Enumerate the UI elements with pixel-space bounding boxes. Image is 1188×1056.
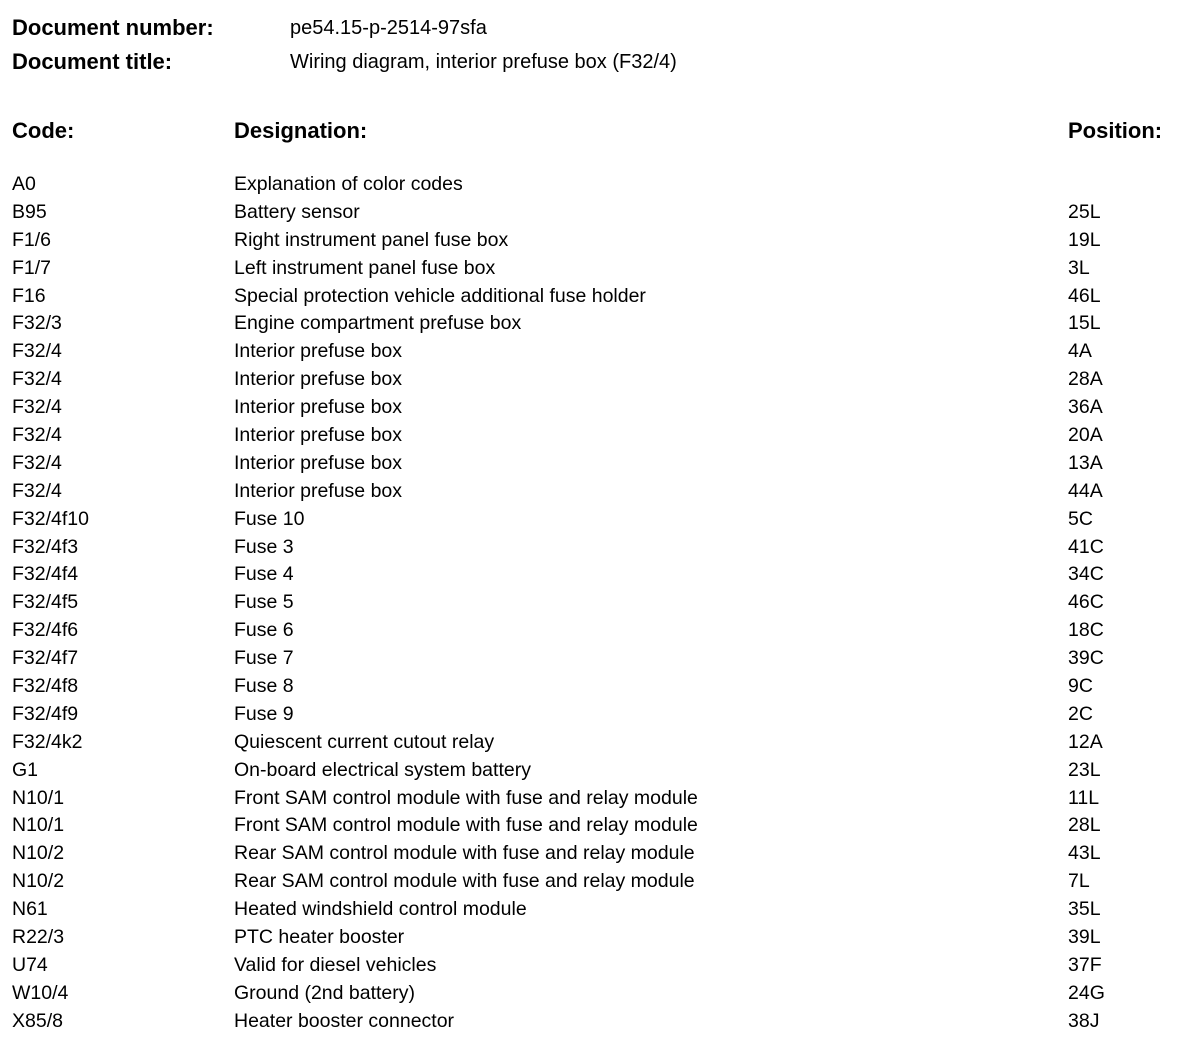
row-code: W10/4 (12, 981, 69, 1004)
row-designation: Fuse 8 (234, 675, 294, 698)
row-position: 24G (1068, 981, 1105, 1004)
row-designation: Interior prefuse box (234, 451, 403, 474)
row-code: N61 (12, 898, 48, 921)
row-code: N10/2 (12, 842, 65, 865)
row-position: 25L (1068, 200, 1101, 223)
document-title-row (12, 49, 677, 75)
column-header-position: Position: (1068, 118, 1163, 143)
table-row (0, 1008, 1188, 1036)
row-position: 19L (1068, 228, 1101, 251)
row-code: N10/2 (12, 870, 65, 893)
row-code: F32/4f8 (12, 675, 79, 698)
row-code: F32/4f5 (12, 591, 79, 614)
row-code: F1/6 (12, 228, 52, 251)
table-row (0, 310, 1188, 338)
row-designation: Quiescent current cutout relay (234, 730, 495, 753)
row-designation: Interior prefuse box (234, 424, 403, 447)
row-position: 18C (1068, 619, 1104, 642)
document-title-value: Wiring diagram, interior prefuse box (F32/4) (290, 50, 677, 73)
row-position: 20A (1068, 424, 1103, 447)
table-row (0, 255, 1188, 283)
table-row (0, 701, 1188, 729)
row-designation: Fuse 5 (234, 591, 294, 614)
row-designation: Explanation of color codes (234, 173, 463, 195)
row-code: N10/1 (12, 814, 65, 837)
row-designation: Interior prefuse box (234, 479, 403, 502)
table-row (0, 924, 1188, 952)
row-code: F32/4f6 (12, 619, 79, 642)
row-designation: Interior prefuse box (234, 340, 403, 363)
table-row (0, 227, 1188, 255)
row-designation: Fuse 9 (234, 702, 294, 725)
row-designation: Rear SAM control module with fuse and relay module (234, 870, 695, 893)
table-row (0, 812, 1188, 840)
row-designation: Right instrument panel fuse box (234, 228, 509, 251)
table-row (0, 589, 1188, 617)
row-code: F32/4 (12, 396, 62, 419)
row-position: 3L (1068, 256, 1090, 279)
row-code: R22/3 (12, 926, 65, 949)
table-row (0, 617, 1188, 645)
column-header-designation: Designation: (234, 118, 368, 143)
row-position: 7L (1068, 870, 1090, 893)
table-row (0, 478, 1188, 506)
row-position: 46C (1068, 591, 1104, 614)
table-row (0, 673, 1188, 701)
table-row (0, 785, 1188, 813)
row-code: B95 (12, 200, 47, 223)
document-number-value: pe54.15-p-2514-97sfa (290, 16, 487, 39)
row-position: 39C (1068, 647, 1104, 670)
row-designation: Left instrument panel fuse box (234, 256, 496, 279)
row-code: X85/8 (12, 1009, 63, 1032)
row-designation: Interior prefuse box (234, 396, 403, 419)
row-code: A0 (12, 173, 36, 195)
row-position: 12A (1068, 730, 1103, 753)
table-row (0, 506, 1188, 534)
table-row (0, 171, 1188, 199)
row-code: F32/4 (12, 424, 62, 447)
row-code: F32/4 (12, 479, 62, 502)
row-designation: Rear SAM control module with fuse and relay module (234, 842, 695, 865)
row-designation: Fuse 6 (234, 619, 294, 642)
row-designation: Fuse 3 (234, 535, 294, 558)
row-code: F32/4f10 (12, 507, 89, 530)
table-row (0, 868, 1188, 896)
row-designation: Battery sensor (234, 200, 360, 223)
row-code: F32/3 (12, 312, 62, 335)
row-position: 39L (1068, 926, 1101, 949)
row-code: F32/4 (12, 340, 62, 363)
table-row (0, 199, 1188, 227)
row-code: U74 (12, 953, 48, 976)
table-row (0, 980, 1188, 1008)
row-designation: Fuse 4 (234, 563, 294, 586)
row-designation: Interior prefuse box (234, 368, 403, 391)
table-row (0, 394, 1188, 422)
row-designation: On-board electrical system battery (234, 758, 531, 781)
row-position: 34C (1068, 563, 1104, 586)
row-designation: Front SAM control module with fuse and relay module (234, 786, 698, 809)
table-row (0, 450, 1188, 478)
row-designation: Fuse 7 (234, 647, 294, 670)
row-designation: Engine compartment prefuse box (234, 312, 522, 335)
row-designation: Front SAM control module with fuse and relay module (234, 814, 698, 837)
row-position: 46L (1068, 284, 1101, 307)
table-row (0, 840, 1188, 868)
table-row (0, 366, 1188, 394)
row-code: F32/4f9 (12, 702, 79, 725)
row-position: 43L (1068, 842, 1101, 865)
table-row (0, 645, 1188, 673)
row-position: 4A (1068, 340, 1092, 363)
row-code: F32/4k2 (12, 730, 83, 753)
table-row (0, 561, 1188, 589)
row-position: 9C (1068, 675, 1093, 698)
row-position: 13A (1068, 451, 1103, 474)
row-designation: Heated windshield control module (234, 898, 527, 921)
row-position: 23L (1068, 758, 1101, 781)
row-designation: Ground (2nd battery) (234, 981, 416, 1004)
row-position: 11L (1068, 786, 1100, 809)
row-designation: Valid for diesel vehicles (234, 953, 437, 976)
row-code: F1/7 (12, 256, 52, 279)
table-row (0, 729, 1188, 757)
row-code: F32/4 (12, 368, 62, 391)
row-code: F32/4f7 (12, 647, 79, 670)
row-code: F16 (12, 284, 46, 307)
row-position: 36A (1068, 396, 1103, 419)
row-code: N10/1 (12, 786, 65, 809)
table-row (0, 757, 1188, 785)
table-row (0, 422, 1188, 450)
table-row (0, 896, 1188, 924)
row-designation: PTC heater booster (234, 926, 405, 949)
row-position: 28L (1068, 814, 1101, 837)
row-designation: Heater booster connector (234, 1009, 455, 1032)
component-table-body (0, 171, 1188, 1036)
row-position: 38J (1068, 1009, 1100, 1032)
document-number-row (12, 15, 487, 41)
row-position: 41C (1068, 535, 1104, 558)
row-position: 28A (1068, 368, 1103, 391)
row-code: G1 (12, 758, 39, 781)
row-designation: Special protection vehicle additional fuse holder (234, 284, 646, 307)
document-title-label: Document title: (12, 49, 173, 74)
table-row (0, 534, 1188, 562)
row-position: 15L (1068, 312, 1101, 335)
row-code: F32/4 (12, 451, 62, 474)
row-position: 5C (1068, 507, 1093, 530)
table-row (0, 952, 1188, 980)
column-header-code: Code: (12, 118, 75, 143)
table-row (0, 338, 1188, 366)
row-code: F32/4f4 (12, 563, 79, 586)
row-designation: Fuse 10 (234, 507, 305, 530)
row-code: F32/4f3 (12, 535, 79, 558)
row-position: 37F (1068, 953, 1102, 976)
row-position: 44A (1068, 479, 1103, 502)
document-number-label: Document number: (12, 15, 214, 40)
row-position: 2C (1068, 702, 1093, 725)
row-position: 35L (1068, 898, 1101, 921)
table-row (0, 283, 1188, 311)
